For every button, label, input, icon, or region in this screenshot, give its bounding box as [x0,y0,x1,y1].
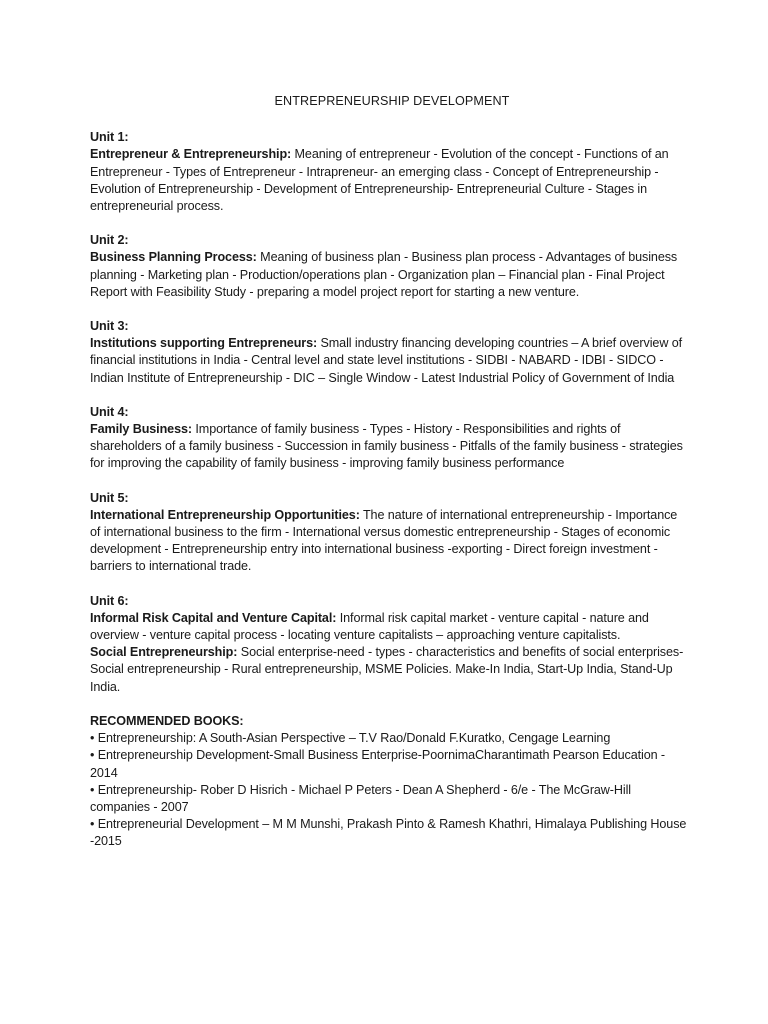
topic-label: International Entrepreneurship Opportunities: [90,507,360,522]
unit-1 [90,129,690,215]
syllabus-page [90,93,690,868]
topic-text: The nature of international entrepreneurship - Importance of international business to the firm - International versus domestic entrepreneurship - Stages of economic development - Entrepreneurship entry into international business -exporting - Direct foreign investment - barriers to international trade. [90,507,678,574]
unit-2 [90,232,690,301]
topic-text: Meaning of entrepreneur - Evolution of the concept - Functions of an Entrepreneur - Types of Entrepreneur - Intrapreneur- an emerging class - Concept of Entrepreneurship - Evolution of Entrepreneurship - Development of Entrepreneurship- Entrepreneurial Culture - Stages in entrepreneurial process. [90,147,669,214]
unit-paragraph [90,146,690,215]
topic-text: Small industry financing developing countries – A brief overview of financial institutions in India - Central level and state level institutions - SIDBI - NABARD - IDBI - SIDCO - Indian Institute of Entrepreneurship - DIC – Single Window - Latest Industrial Policy of Government of India [90,336,683,385]
book-item: • Entrepreneurship- Rober D Hisrich - Michael P Peters - Dean A Shepherd - 6/e - The McGraw-Hill companies - 2007 [90,782,631,814]
unit-heading: Unit 5: [90,490,129,505]
unit-paragraph [90,249,690,301]
unit-heading: Unit 3: [90,319,129,334]
unit-paragraph [90,421,690,473]
topic-text: Informal risk capital market - venture capital - nature and overview - venture capital process - locating venture capitalists – approaching venture capitalists. [90,610,649,643]
book-item: • Entrepreneurial Development – M M Munshi, Prakash Pinto & Ramesh Khathri, Himalaya Publishing House -2015 [90,817,687,849]
topic-label: Informal Risk Capital and Venture Capital: [90,610,337,625]
books-heading: RECOMMENDED BOOKS: [90,713,244,728]
unit-6 [90,593,690,696]
unit-heading: Unit 6: [90,593,129,608]
unit-paragraph [90,335,690,387]
topic-label: Business Planning Process: [90,250,257,265]
recommended-books [90,713,690,851]
topic-text: Importance of family business - Types - History - Responsibilities and rights of shareholders of a family business - Succession in family business - Pitfalls of the family business - strategies for improving the capability of family business - improving family business performance [90,422,683,471]
unit-heading: Unit 4: [90,404,129,419]
topic-label: Institutions supporting Entrepreneurs: [90,336,318,351]
unit-3 [90,318,690,387]
unit-heading: Unit 1: [90,130,129,145]
topic-label: Family Business: [90,422,192,437]
book-item: • Entrepreneurship Development-Small Business Enterprise-PoornimaCharantimath Pearson Education - 2014 [90,748,666,780]
unit-5 [90,490,690,576]
unit-paragraph [90,644,690,696]
topic-text: Social enterprise-need - types - characteristics and benefits of social enterprises-Social entrepreneurship - Rural entrepreneurship, MSME Policies. Make-In India, Start-Up India, Stand-Up India. [90,645,684,694]
topic-label: Entrepreneur & Entrepreneurship: [90,147,292,162]
book-item: • Entrepreneurship: A South-Asian Perspective – T.V Rao/Donald F.Kuratko, Cengage Learning [90,731,611,746]
unit-heading: Unit 2: [90,233,129,248]
topic-label: Social Entrepreneurship: [90,645,238,660]
topic-text: Meaning of business plan - Business plan process - Advantages of business planning - Marketing plan - Production/operations plan - Organization plan – Financial plan - Final Project Report with Feasibility Study - preparing a model project report for starting a new venture. [90,250,678,299]
unit-4 [90,404,690,473]
unit-paragraph [90,610,690,644]
unit-paragraph [90,507,690,576]
document-title: ENTREPRENEURSHIP DEVELOPMENT [274,94,510,108]
